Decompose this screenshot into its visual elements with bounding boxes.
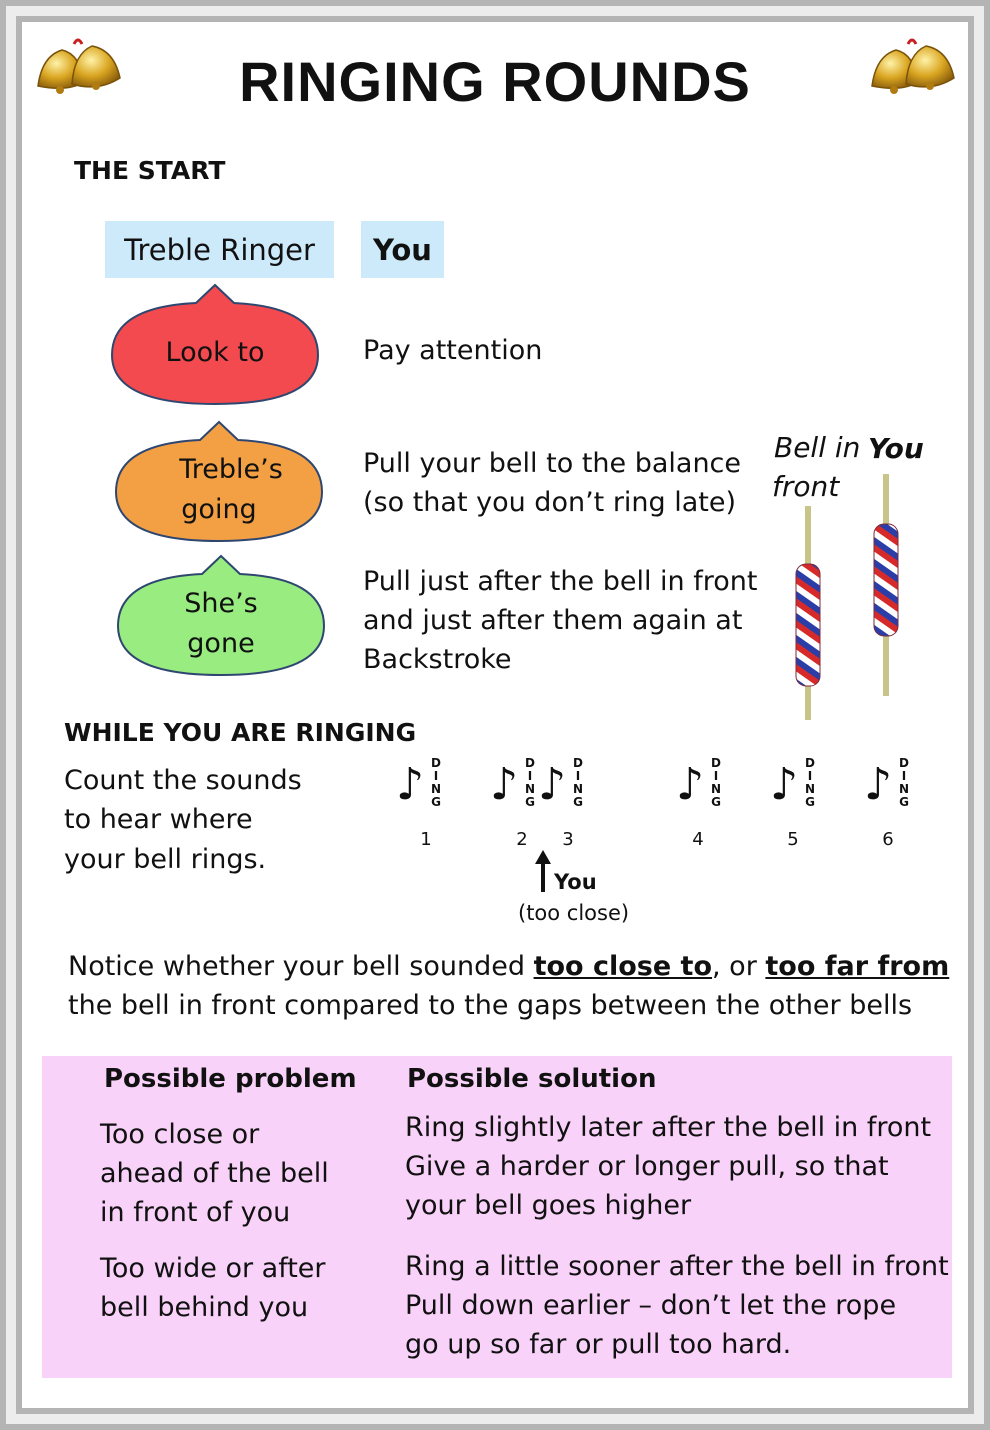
page-title: RINGING ROUNDS [239, 50, 751, 113]
you-marker: You [554, 870, 597, 894]
look-to-text: Look to [165, 337, 265, 368]
solution-header: Possible solution [407, 1064, 657, 1094]
solution-1-line3: your bell goes higher [405, 1190, 692, 1221]
notice-line1 [68, 947, 949, 986]
look-to-bubble [108, 283, 322, 407]
solution-2-line3: go up so far or pull too hard. [405, 1329, 792, 1360]
trebles-going-line2: going [181, 494, 257, 525]
ding-label: D I N G [524, 756, 536, 809]
pay-attention-text: Pay attention [363, 335, 543, 366]
too-close-note: (too close) [518, 901, 630, 925]
treble-ringer-label: Treble Ringer [105, 221, 334, 278]
you-rope-label: You [868, 432, 924, 465]
music-note-icon: ♪ [770, 759, 799, 810]
music-note-icon: ♪ [490, 759, 519, 810]
shes-gone-line1: She’s [184, 588, 258, 619]
problem-1-line1: Too close or [100, 1119, 260, 1150]
ding-label: D I N G [804, 756, 816, 809]
music-note-icon: ♪ [864, 759, 893, 810]
problem-header: Possible problem [104, 1064, 357, 1094]
bell-number: 4 [692, 829, 704, 850]
trebles-going-bubble [112, 420, 326, 544]
ding-label: D I N G [430, 756, 442, 809]
bell-number: 6 [882, 829, 894, 850]
bell-number: 5 [787, 829, 799, 850]
shes-gone-line2: gone [187, 628, 255, 659]
problem-1-line3: in front of you [100, 1197, 291, 1228]
pull-line1: Pull just after the bell in front [363, 566, 758, 597]
ding-label: D I N G [710, 756, 722, 809]
problem-2-line1: Too wide or after [100, 1253, 326, 1284]
notice-text-a: Notice whether your bell sounded [68, 951, 534, 982]
problem-2-line2: bell behind you [100, 1292, 309, 1323]
solution-2-line2: Pull down earlier – don’t let the rope [405, 1290, 897, 1321]
trebles-going-line1: Treble’s [179, 454, 283, 485]
bell-number: 2 [516, 829, 528, 850]
start-heading: THE START [74, 156, 226, 185]
music-note-icon: ♪ [676, 759, 705, 810]
too-far-from-emphasis: too far from [765, 951, 950, 982]
count-line3: your bell rings. [64, 844, 267, 875]
music-note-icon: ♪ [538, 759, 567, 810]
balance-line2: (so that you don’t ring late) [363, 487, 737, 518]
pull-line3: Backstroke [363, 644, 512, 675]
bell-number: 3 [562, 829, 574, 850]
balance-line1: Pull your bell to the balance [363, 448, 742, 479]
music-note-icon: ♪ [396, 759, 425, 810]
arrow-up-icon [534, 850, 552, 892]
bell-number: 1 [420, 829, 432, 850]
solution-2-line1: Ring a little sooner after the bell in front [405, 1251, 949, 1282]
solution-1-line2: Give a harder or longer pull, so that [405, 1151, 889, 1182]
pull-line2: and just after them again at [363, 605, 743, 636]
problem-1-line2: ahead of the bell [100, 1158, 329, 1189]
count-line1: Count the sounds [64, 765, 302, 796]
too-close-to-emphasis: too close to [533, 951, 713, 982]
bell-in-front-label-line1: Bell in [774, 431, 861, 464]
notice-text-b: , or [712, 951, 766, 982]
bell-in-front-label-line2: front [772, 470, 840, 503]
shes-gone-bubble [114, 554, 328, 678]
solution-1-line1: Ring slightly later after the bell in front [405, 1112, 932, 1143]
ringing-heading: WHILE YOU ARE RINGING [64, 718, 417, 747]
bell-rope-icon [868, 474, 904, 696]
count-line2: to hear where [64, 804, 253, 835]
ding-label: D I N G [898, 756, 910, 809]
bell-rope-icon [790, 506, 826, 720]
ding-label: D I N G [572, 756, 584, 809]
notice-line2: the bell in front compared to the gaps between the other bells [68, 990, 913, 1021]
you-label: You [361, 221, 444, 278]
